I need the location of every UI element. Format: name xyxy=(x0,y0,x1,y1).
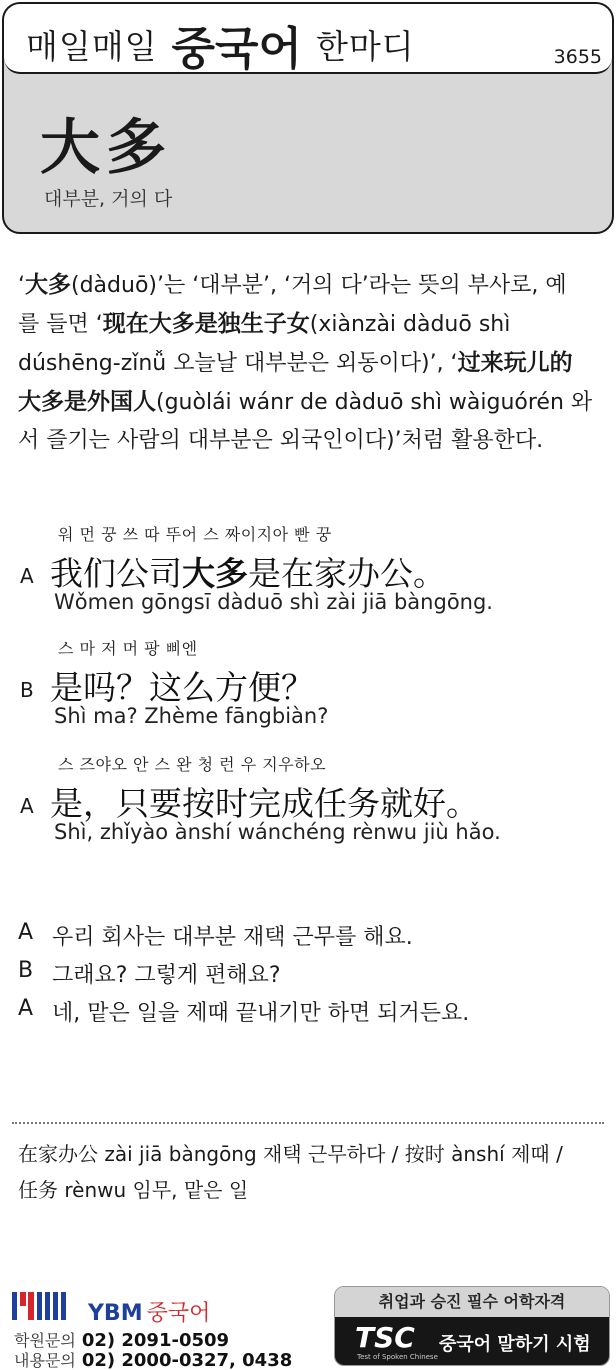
contact-number: 02) 2091-0509 xyxy=(81,1330,230,1351)
speaker-label: A xyxy=(18,920,34,945)
chinese-sentence xyxy=(50,662,314,709)
explanation-text: 서 즐기는 사람의 대부분은 외국인이다)’처럼 활용한다. xyxy=(18,428,544,453)
header-panel xyxy=(2,2,614,234)
explanation-line xyxy=(18,383,602,422)
chinese-example: 大多是外国人 xyxy=(18,389,156,415)
explanation-line xyxy=(18,344,602,383)
contact-label: 학원문의 xyxy=(14,1331,76,1350)
quote-mark: ‘ xyxy=(18,273,25,298)
explanation-line xyxy=(18,422,602,460)
vocabulary-line: 任务 rènwu 임무, 맡은 일 xyxy=(18,1178,249,1202)
chinese-text: 我们公司 xyxy=(50,554,182,593)
explanation-text: (dàduō)’는 ‘대부분’, ‘거의 다’라는 뜻의 부사로, 예 xyxy=(71,273,567,298)
chinese-text: 是，只要按时完成任务就好。 xyxy=(50,784,479,823)
speaker-label: A xyxy=(20,794,34,818)
pinyin-sentence: Shì, zhǐyào ànshí wánchéng rènwu jiù hǎo. xyxy=(54,820,501,844)
chinese-sentence xyxy=(50,778,479,825)
tsc-bar xyxy=(335,1317,609,1366)
explanation-text: dúshēng-zǐnǚ 오늘날 대부분은 외동이다)’, ‘ xyxy=(18,351,458,376)
translation-text: 우리 회사는 대부분 재택 근무를 해요. xyxy=(52,925,413,950)
chinese-sentence xyxy=(50,548,446,595)
tsc-logo-subtitle: Test of Spoken Chinese xyxy=(357,1353,438,1361)
pinyin-text: (guòlái wánr de dàduō shì wàiguórén 와 xyxy=(156,390,593,415)
chinese-text: 是在家办公。 xyxy=(248,554,446,593)
vocabulary-section xyxy=(18,1136,602,1208)
speaker-label: A xyxy=(20,564,34,588)
tsc-banner xyxy=(334,1286,610,1366)
title-left: 매일매일 xyxy=(26,27,158,66)
ybm-brand xyxy=(88,1296,210,1327)
tsc-tagline: 취업과 승진 필수 어학자격 xyxy=(335,1287,609,1317)
speaker-label: B xyxy=(20,678,34,702)
explanation-line xyxy=(18,305,602,344)
divider xyxy=(12,1122,604,1124)
contact-number: 02) 2000-0327, 0438 xyxy=(81,1350,293,1370)
explanation-paragraph xyxy=(18,266,602,460)
speaker-label: A xyxy=(18,996,34,1021)
explanation-text: 를 들면 ‘ xyxy=(18,312,103,337)
ybm-logo-icon xyxy=(12,1288,84,1324)
brand-subtitle: 중국어 xyxy=(146,1301,211,1326)
brand-name: YBM xyxy=(88,1301,143,1326)
speaker-label: B xyxy=(18,958,34,983)
tsc-title: 중국어 말하기 시험 xyxy=(439,1334,591,1355)
vocabulary-line: 在家办公 zài jiā bàngōng 재택 근무하다 / 按时 ànshí 제때 / xyxy=(18,1142,563,1166)
title-center: 중국어 xyxy=(171,22,302,75)
tsc-logo: TSC xyxy=(355,1321,415,1354)
korean-pronunciation: 스 즈야오 안 스 완 청 런 우 지우하오 xyxy=(58,755,327,774)
chinese-term: 大多 xyxy=(25,272,71,298)
translation-text: 그래요? 그렇게 편해요? xyxy=(52,963,281,988)
korean-pronunciation: 스 마 저 머 팡 삐엔 xyxy=(58,639,198,658)
pinyin-text: (xiànzài dàduō shì xyxy=(309,312,511,337)
translation-text: 네, 맡은 일을 제때 끝내기만 하면 되거든요. xyxy=(52,1001,470,1026)
pinyin-sentence: Wǒmen gōngsī dàduō shì zài jiā bàngōng. xyxy=(54,590,493,614)
chinese-text: 是吗？这么方便？ xyxy=(50,668,314,707)
issue-number: 3655 xyxy=(553,46,602,68)
main-meaning: 대부분, 거의 다 xyxy=(44,188,173,210)
chinese-example: 过来玩儿的 xyxy=(457,350,573,376)
chinese-example: 现在大多是独生子女 xyxy=(102,311,310,337)
contact-label: 내용문의 xyxy=(14,1351,76,1370)
contact-line xyxy=(14,1348,292,1370)
main-expression: 大多 xyxy=(40,113,172,183)
chinese-highlight: 大多 xyxy=(182,554,248,593)
explanation-line xyxy=(18,266,602,305)
title-right: 한마디 xyxy=(315,27,415,66)
column-title xyxy=(26,12,415,77)
pinyin-sentence: Shì ma? Zhème fāngbiàn? xyxy=(54,704,329,728)
korean-pronunciation: 워 먼 꿍 쓰 따 뚜어 스 짜이지아 빤 꿍 xyxy=(58,525,332,544)
title-bar xyxy=(4,4,612,74)
